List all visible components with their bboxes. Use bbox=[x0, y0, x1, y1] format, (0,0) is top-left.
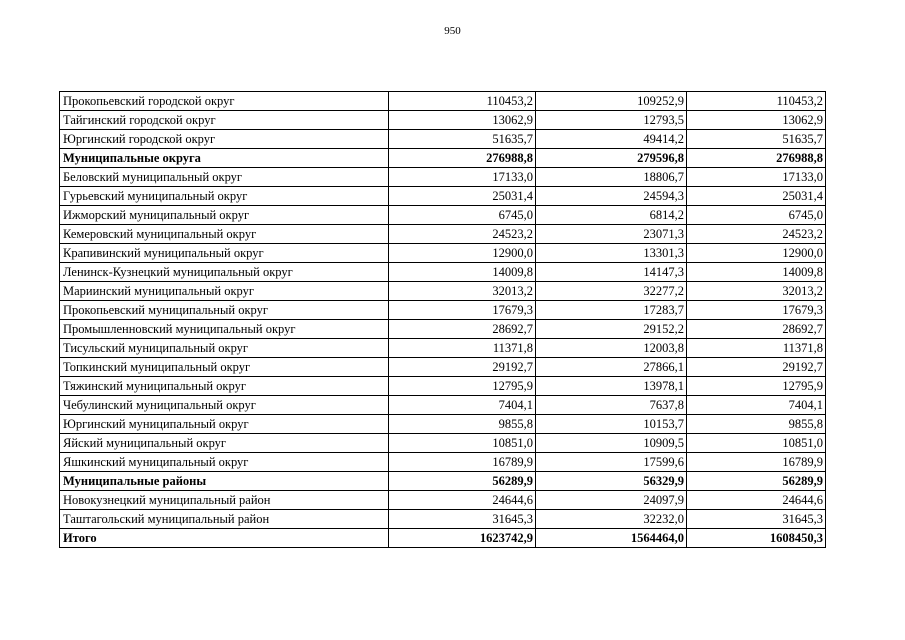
row-value-1-cell: 14009,8 bbox=[389, 263, 536, 282]
row-name-cell: Новокузнецкий муниципальный район bbox=[60, 491, 389, 510]
row-value-1-cell: 12795,9 bbox=[389, 377, 536, 396]
table-body bbox=[60, 92, 826, 548]
row-value-1-cell: 56289,9 bbox=[389, 472, 536, 491]
row-name-cell: Тайгинский городской округ bbox=[60, 111, 389, 130]
row-name-cell: Юргинский муниципальный округ bbox=[60, 415, 389, 434]
row-value-2-cell: 109252,9 bbox=[536, 92, 687, 111]
row-name-cell: Ижморский муниципальный округ bbox=[60, 206, 389, 225]
row-value-1-cell: 9855,8 bbox=[389, 415, 536, 434]
row-value-3-cell: 12900,0 bbox=[687, 244, 826, 263]
row-value-2-cell: 13978,1 bbox=[536, 377, 687, 396]
row-value-3-cell: 9855,8 bbox=[687, 415, 826, 434]
row-value-2-cell: 17599,6 bbox=[536, 453, 687, 472]
row-value-1-cell: 17133,0 bbox=[389, 168, 536, 187]
row-value-1-cell: 16789,9 bbox=[389, 453, 536, 472]
row-name-cell: Яшкинский муниципальный округ bbox=[60, 453, 389, 472]
row-value-1-cell: 17679,3 bbox=[389, 301, 536, 320]
row-value-2-cell: 6814,2 bbox=[536, 206, 687, 225]
row-value-3-cell: 56289,9 bbox=[687, 472, 826, 491]
table-row bbox=[60, 415, 826, 434]
row-value-3-cell: 17133,0 bbox=[687, 168, 826, 187]
table-row-subtotal bbox=[60, 529, 826, 548]
row-value-2-cell: 27866,1 bbox=[536, 358, 687, 377]
row-value-3-cell: 16789,9 bbox=[687, 453, 826, 472]
table-row bbox=[60, 377, 826, 396]
row-name-cell: Тисульский муниципальный округ bbox=[60, 339, 389, 358]
table-row bbox=[60, 130, 826, 149]
row-name-cell: Промышленновский муниципальный округ bbox=[60, 320, 389, 339]
row-value-2-cell: 32232,0 bbox=[536, 510, 687, 529]
table-row bbox=[60, 111, 826, 130]
row-value-1-cell: 29192,7 bbox=[389, 358, 536, 377]
row-value-3-cell: 10851,0 bbox=[687, 434, 826, 453]
row-value-2-cell: 49414,2 bbox=[536, 130, 687, 149]
row-value-3-cell: 51635,7 bbox=[687, 130, 826, 149]
table-row bbox=[60, 491, 826, 510]
table-row bbox=[60, 320, 826, 339]
row-value-2-cell: 12793,5 bbox=[536, 111, 687, 130]
row-value-2-cell: 10909,5 bbox=[536, 434, 687, 453]
row-value-1-cell: 6745,0 bbox=[389, 206, 536, 225]
table-row bbox=[60, 92, 826, 111]
row-name-cell: Беловский муниципальный округ bbox=[60, 168, 389, 187]
row-value-2-cell: 23071,3 bbox=[536, 225, 687, 244]
table-row bbox=[60, 206, 826, 225]
row-value-3-cell: 276988,8 bbox=[687, 149, 826, 168]
table-row bbox=[60, 225, 826, 244]
row-value-3-cell: 6745,0 bbox=[687, 206, 826, 225]
row-value-3-cell: 17679,3 bbox=[687, 301, 826, 320]
row-value-1-cell: 25031,4 bbox=[389, 187, 536, 206]
table-row bbox=[60, 301, 826, 320]
row-name-cell: Чебулинский муниципальный округ bbox=[60, 396, 389, 415]
row-value-3-cell: 28692,7 bbox=[687, 320, 826, 339]
row-value-2-cell: 7637,8 bbox=[536, 396, 687, 415]
row-value-2-cell: 24594,3 bbox=[536, 187, 687, 206]
row-value-2-cell: 24097,9 bbox=[536, 491, 687, 510]
row-value-2-cell: 1564464,0 bbox=[536, 529, 687, 548]
row-name-cell: Юргинский городской округ bbox=[60, 130, 389, 149]
row-value-1-cell: 28692,7 bbox=[389, 320, 536, 339]
row-value-2-cell: 10153,7 bbox=[536, 415, 687, 434]
row-name-cell: Топкинский муниципальный округ bbox=[60, 358, 389, 377]
page-number: 950 bbox=[444, 25, 461, 37]
row-value-2-cell: 279596,8 bbox=[536, 149, 687, 168]
row-name-cell: Крапивинский муниципальный округ bbox=[60, 244, 389, 263]
table-row bbox=[60, 282, 826, 301]
row-value-3-cell: 24523,2 bbox=[687, 225, 826, 244]
row-value-1-cell: 32013,2 bbox=[389, 282, 536, 301]
table-row bbox=[60, 168, 826, 187]
row-value-3-cell: 29192,7 bbox=[687, 358, 826, 377]
row-name-cell: Тяжинский муниципальный округ bbox=[60, 377, 389, 396]
row-value-3-cell: 32013,2 bbox=[687, 282, 826, 301]
row-value-3-cell: 14009,8 bbox=[687, 263, 826, 282]
row-value-1-cell: 51635,7 bbox=[389, 130, 536, 149]
row-name-cell: Кемеровский муниципальный округ bbox=[60, 225, 389, 244]
row-value-1-cell: 11371,8 bbox=[389, 339, 536, 358]
row-name-cell: Мариинский муниципальный округ bbox=[60, 282, 389, 301]
row-value-3-cell: 110453,2 bbox=[687, 92, 826, 111]
row-name-cell: Прокопьевский городской округ bbox=[60, 92, 389, 111]
row-value-1-cell: 110453,2 bbox=[389, 92, 536, 111]
row-value-3-cell: 31645,3 bbox=[687, 510, 826, 529]
table-row bbox=[60, 453, 826, 472]
row-value-2-cell: 56329,9 bbox=[536, 472, 687, 491]
row-value-3-cell: 13062,9 bbox=[687, 111, 826, 130]
row-value-2-cell: 12003,8 bbox=[536, 339, 687, 358]
row-value-2-cell: 17283,7 bbox=[536, 301, 687, 320]
table-row bbox=[60, 434, 826, 453]
table-row bbox=[60, 263, 826, 282]
row-value-2-cell: 14147,3 bbox=[536, 263, 687, 282]
row-name-cell: Муниципальные округа bbox=[60, 149, 389, 168]
row-name-cell: Яйский муниципальный округ bbox=[60, 434, 389, 453]
table-row bbox=[60, 510, 826, 529]
table-row bbox=[60, 396, 826, 415]
row-value-1-cell: 24644,6 bbox=[389, 491, 536, 510]
table-row-subtotal bbox=[60, 472, 826, 491]
row-value-1-cell: 31645,3 bbox=[389, 510, 536, 529]
row-value-3-cell: 11371,8 bbox=[687, 339, 826, 358]
row-value-1-cell: 12900,0 bbox=[389, 244, 536, 263]
row-value-2-cell: 32277,2 bbox=[536, 282, 687, 301]
row-name-cell: Итого bbox=[60, 529, 389, 548]
row-value-1-cell: 1623742,9 bbox=[389, 529, 536, 548]
table-row bbox=[60, 339, 826, 358]
table-row bbox=[60, 358, 826, 377]
row-name-cell: Муниципальные районы bbox=[60, 472, 389, 491]
row-value-3-cell: 12795,9 bbox=[687, 377, 826, 396]
row-name-cell: Ленинск-Кузнецкий муниципальный округ bbox=[60, 263, 389, 282]
row-name-cell: Прокопьевский муниципальный округ bbox=[60, 301, 389, 320]
row-value-3-cell: 25031,4 bbox=[687, 187, 826, 206]
row-value-3-cell: 7404,1 bbox=[687, 396, 826, 415]
row-value-1-cell: 13062,9 bbox=[389, 111, 536, 130]
row-value-1-cell: 10851,0 bbox=[389, 434, 536, 453]
row-value-1-cell: 7404,1 bbox=[389, 396, 536, 415]
row-value-3-cell: 1608450,3 bbox=[687, 529, 826, 548]
row-value-2-cell: 13301,3 bbox=[536, 244, 687, 263]
row-name-cell: Таштагольский муниципальный район bbox=[60, 510, 389, 529]
table-row-subtotal bbox=[60, 149, 826, 168]
table-row bbox=[60, 187, 826, 206]
row-name-cell: Гурьевский муниципальный округ bbox=[60, 187, 389, 206]
row-value-1-cell: 24523,2 bbox=[389, 225, 536, 244]
row-value-2-cell: 29152,2 bbox=[536, 320, 687, 339]
row-value-1-cell: 276988,8 bbox=[389, 149, 536, 168]
table-row bbox=[60, 244, 826, 263]
row-value-3-cell: 24644,6 bbox=[687, 491, 826, 510]
budget-table bbox=[59, 91, 826, 548]
row-value-2-cell: 18806,7 bbox=[536, 168, 687, 187]
